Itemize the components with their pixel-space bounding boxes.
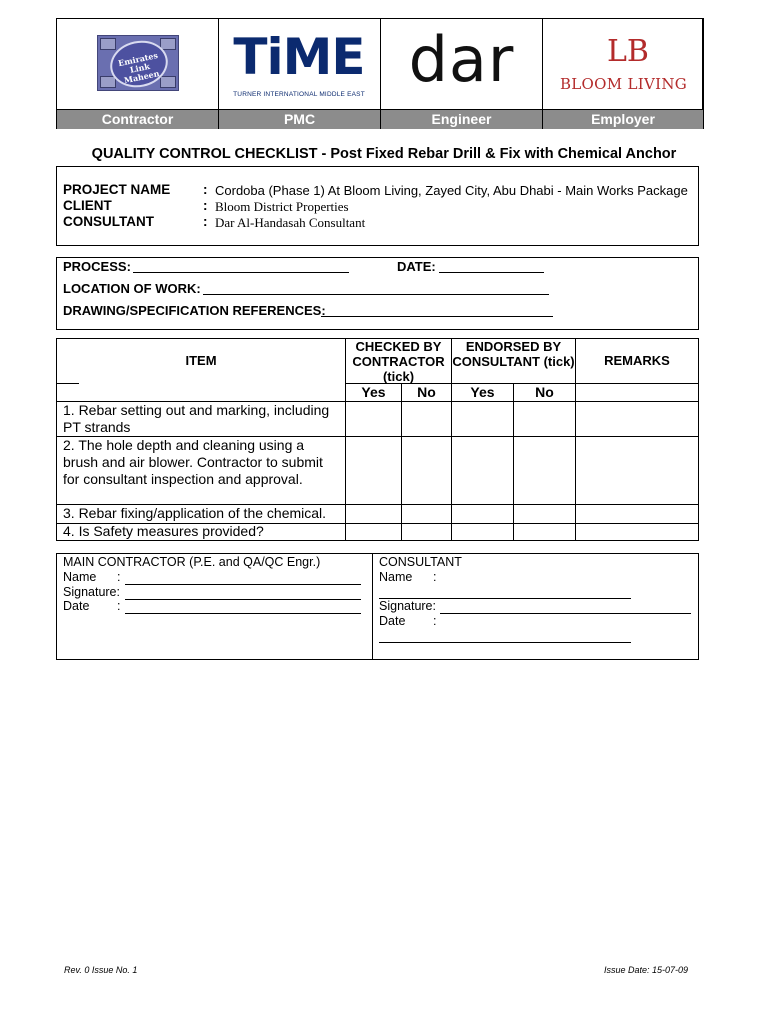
consultant-name-label: Name	[379, 570, 413, 584]
consultant-date-label: Date	[379, 614, 406, 628]
project-info-box	[56, 166, 699, 246]
client-value: Bloom District Properties	[215, 199, 349, 214]
project-name-value: Cordoba (Phase 1) At Bloom Living, Zayed City, Abu Dhabi - Main Works Package	[215, 183, 688, 198]
location-label: LOCATION OF WORK:	[63, 281, 201, 296]
role-pmc: PMC	[219, 110, 381, 129]
consultant-value: Dar Al-Handasah Consultant	[215, 215, 366, 230]
colon: :	[117, 599, 121, 613]
consultant-label: CONSULTANT	[63, 214, 154, 229]
time-logo-subtitle: TURNER INTERNATIONAL MIDDLE EAST	[233, 91, 365, 98]
time-logo: TiME	[233, 28, 365, 86]
role-bar	[57, 109, 703, 129]
consultant-colon: :	[203, 214, 208, 229]
project-name-colon: :	[203, 182, 208, 197]
checked-by-contractor-header: CHECKED BY CONTRACTOR (tick)	[352, 339, 445, 384]
project-name-label: PROJECT NAME	[63, 182, 171, 197]
process-label: PROCESS:	[63, 259, 131, 274]
consultant-no-header: No	[535, 384, 554, 400]
client-colon: :	[203, 198, 208, 213]
date-label: DATE:	[397, 259, 436, 274]
checklist-item: 2. The hole depth and cleaning using a brush and air blower. Contractor to submit for consultant inspection and approval.	[63, 437, 323, 487]
logo-header-table	[56, 18, 704, 129]
contractor-no-header: No	[417, 384, 436, 400]
contractor-signature-field[interactable]	[125, 599, 361, 600]
checklist-item: 3. Rebar fixing/application of the chemical.	[63, 505, 327, 521]
process-field[interactable]	[133, 272, 349, 273]
checklist-item: 1. Rebar setting out and marking, including PT strands	[63, 402, 330, 435]
drawing-label: DRAWING/SPECIFICATION REFERENCES:	[63, 303, 326, 318]
contractor-name-label: Name	[63, 570, 97, 584]
bloom-living-logo: BLOOM LIVING	[559, 75, 688, 93]
consultant-yes-header: Yes	[470, 384, 495, 400]
colon: :	[117, 570, 121, 584]
revision-note: Rev. 0 Issue No. 1	[64, 965, 138, 975]
colon: :	[433, 570, 437, 584]
remarks-header: REMARKS	[604, 353, 670, 368]
process-info-box	[56, 257, 699, 330]
client-label: CLIENT	[63, 198, 112, 213]
checklist-table	[56, 338, 699, 541]
issue-date: Issue Date: 15-07-09	[604, 965, 689, 975]
emirates-link-logo: Emirates Link Maheen	[97, 35, 179, 91]
signature-box	[56, 553, 699, 660]
document-title: QUALITY CONTROL CHECKLIST - Post Fixed Rebar Drill & Fix with Chemical Anchor	[91, 146, 677, 162]
dar-logo: dar	[408, 23, 515, 96]
consultant-date-field[interactable]	[379, 642, 631, 643]
contractor-name-field[interactable]	[125, 584, 361, 585]
colon: :	[433, 614, 437, 628]
consultant-heading: CONSULTANT	[379, 555, 462, 569]
contractor-logo-cell	[57, 19, 219, 109]
role-employer: Employer	[591, 111, 655, 127]
checklist-item: 4. Is Safety measures provided?	[63, 523, 264, 539]
bloom-living-mark-icon: LB	[607, 34, 649, 69]
endorsed-by-consultant-header: ENDORSED BY CONSULTANT (tick)	[452, 339, 575, 369]
role-contractor: Contractor	[57, 110, 219, 129]
role-engineer: Engineer	[381, 110, 543, 129]
pmc-logo-cell	[219, 19, 381, 109]
contractor-date-label: Date	[63, 599, 90, 613]
drawing-field[interactable]	[321, 316, 553, 317]
consultant-signature-field[interactable]	[440, 613, 691, 614]
date-field[interactable]	[439, 272, 544, 273]
contractor-yes-header: Yes	[361, 384, 386, 400]
item-header: ITEM	[185, 353, 217, 368]
location-field[interactable]	[203, 294, 549, 295]
employer-logo-cell	[543, 19, 703, 109]
consultant-signature-label: Signature:	[379, 599, 436, 613]
main-contractor-heading: MAIN CONTRACTOR (P.E. and QA/QC Engr.)	[63, 555, 321, 569]
contractor-date-field[interactable]	[125, 613, 361, 614]
engineer-logo-cell	[381, 19, 543, 109]
contractor-signature-label: Signature:	[63, 585, 120, 599]
